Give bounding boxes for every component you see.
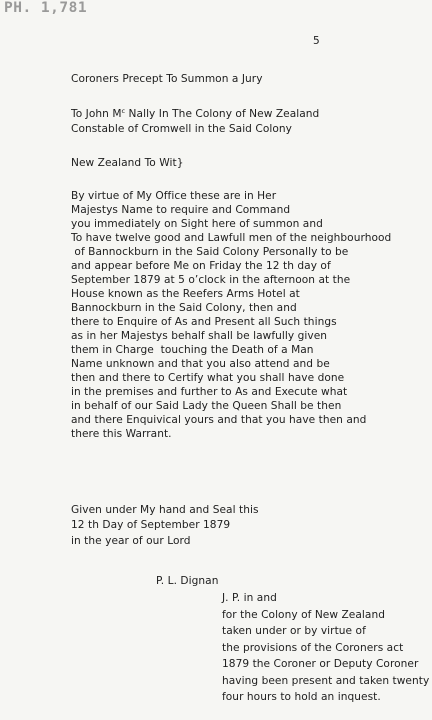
body-line: in behalf of our Said Lady the Queen Shall be then (71, 400, 342, 412)
addressee-line-1 (71, 107, 319, 121)
signatory-title-line: for the Colony of New Zealand (222, 608, 385, 621)
signatory-title-line: 1879 the Coroner or Deputy Coroner (222, 658, 419, 670)
body-line: them in Charge touching the Death of a Man (71, 344, 314, 356)
body-line: and there Enquivical yours and that you have then and (71, 414, 367, 426)
given-line: 12 th Day of September 1879 (71, 519, 231, 531)
signatory-title-line: having been present and taken twenty (222, 674, 430, 687)
body-line: in the premises and further to As and Execute what (71, 386, 348, 398)
body-line: of Bannockburn in the Said Colony Personally to be (71, 246, 349, 258)
body-line: there this Warrant. (71, 428, 172, 440)
document-title: Coroners Precept To Summon a Jury (71, 73, 263, 85)
signatory-title (222, 590, 429, 706)
body-line: there to Enquire of As and Present all Such things (71, 316, 337, 328)
archive-stamp: PH. 1,781 (4, 0, 88, 16)
body-line: House known as the Reefers Arms Hotel at (71, 288, 300, 300)
body-line: then and there to Certify what you shall have done (71, 372, 345, 384)
body-line: and appear before Me on Friday the 12 th day of (71, 260, 331, 272)
body-line: By virtue of My Office these are in Her (71, 190, 277, 202)
given-line: Given under My hand and Seal this (71, 504, 259, 516)
to-wit-line: New Zealand To Wit} (71, 157, 184, 169)
given-under-hand (71, 503, 259, 548)
addressee-name-suffix: Nally In The Colony of New Zealand (125, 108, 320, 120)
body-line: Name unknown and that you also attend and be (71, 358, 330, 370)
given-line: in the year of our Lord (71, 535, 191, 547)
signatory-title-line: taken under or by virtue of (222, 625, 366, 637)
body-line: as in her Majestys behalf shall be lawfully given (71, 330, 328, 342)
addressee-name-superscript: c (121, 107, 126, 115)
body-line: Bannockburn in the Said Colony, then and (71, 302, 297, 314)
addressee-name-prefix: To John M (71, 108, 122, 120)
signatory-title-line: four hours to hold an inquest. (222, 691, 381, 703)
signatory-title-line: the provisions of the Coroners act (222, 641, 404, 654)
body-line: To have twelve good and Lawfull men of the neighbourhood (71, 232, 392, 244)
body-line: you immediately on Sight here of summon and (71, 218, 323, 230)
body-line: September 1879 at 5 o’clock in the afternoon at the (71, 274, 351, 286)
signatory-title-line: J. P. in and (222, 592, 277, 604)
signatory-name: P. L. Dignan (156, 575, 219, 587)
addressee-line-2: Constable of Cromwell in the Said Colony (71, 123, 292, 135)
precept-body (71, 189, 391, 441)
page-number: 5 (313, 35, 320, 47)
body-line: Majestys Name to require and Command (71, 204, 291, 216)
